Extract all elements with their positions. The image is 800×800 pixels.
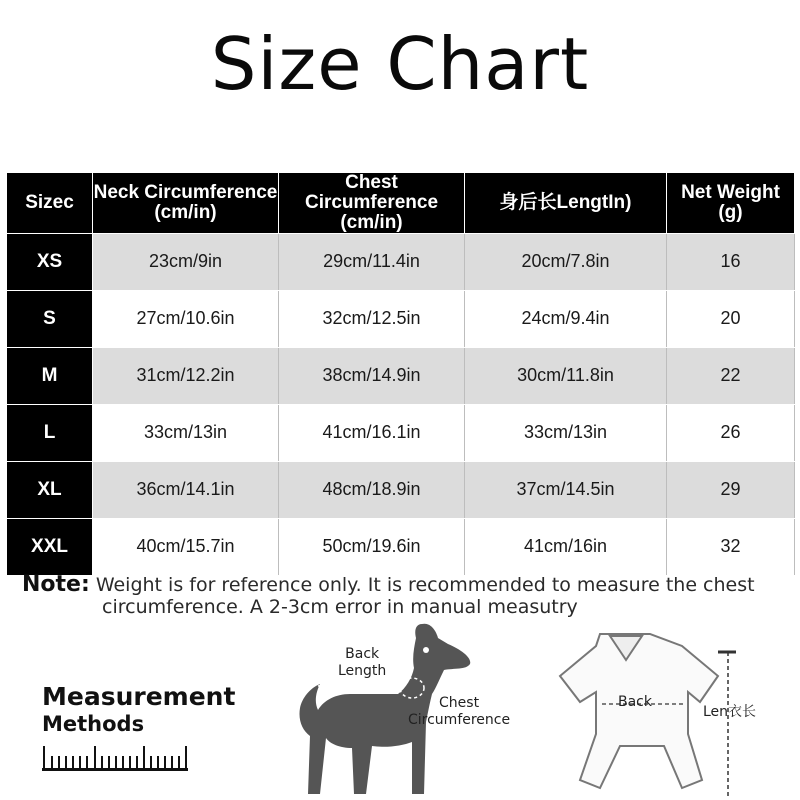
table-header-row <box>7 173 795 234</box>
table-row <box>7 347 795 404</box>
header-weight: Net Weight (g) <box>667 173 795 234</box>
header-neck: Neck Circumference (cm/in) <box>93 173 279 234</box>
back-length-label: Back Length <box>338 646 387 679</box>
length-cell: 30cm/11.8in <box>465 347 667 404</box>
measurement-title: Measurement <box>42 682 236 711</box>
chest-cell: 38cm/14.9in <box>279 347 465 404</box>
shirt-length-label: Len衣长 <box>703 704 757 720</box>
note-block <box>22 574 792 618</box>
header-chest: Chest Circumference (cm/in) <box>279 173 465 234</box>
note-line-2: circumference. A 2-3cm error in manual measutry <box>102 596 578 618</box>
weight-cell: 26 <box>667 404 795 461</box>
length-cell: 20cm/7.8in <box>465 233 667 290</box>
table-row <box>7 290 795 347</box>
size-cell: M <box>7 347 93 404</box>
neck-cell: 33cm/13in <box>93 404 279 461</box>
size-chart-table <box>6 172 795 576</box>
length-cell: 37cm/14.5in <box>465 461 667 518</box>
chest-cell: 32cm/12.5in <box>279 290 465 347</box>
size-cell: S <box>7 290 93 347</box>
neck-cell: 23cm/9in <box>93 233 279 290</box>
weight-cell: 29 <box>667 461 795 518</box>
size-cell: XS <box>7 233 93 290</box>
chest-circumference-label: Chest Circumference <box>408 695 511 728</box>
measurement-subtitle: Methods <box>42 712 145 736</box>
shirt-back-label: Back <box>618 694 652 710</box>
neck-cell: 36cm/14.1in <box>93 461 279 518</box>
chest-cell: 48cm/18.9in <box>279 461 465 518</box>
length-cell: 33cm/13in <box>465 404 667 461</box>
header-length: 身后长LengtIn) <box>465 173 667 234</box>
weight-cell: 22 <box>667 347 795 404</box>
table-row <box>7 404 795 461</box>
note-line-1: Weight is for reference only. It is recommended to measure the chest <box>95 574 755 596</box>
size-cell: XXL <box>7 518 93 575</box>
length-cell: 24cm/9.4in <box>465 290 667 347</box>
weight-cell: 16 <box>667 233 795 290</box>
table-row <box>7 461 795 518</box>
weight-cell: 32 <box>667 518 795 575</box>
neck-cell: 31cm/12.2in <box>93 347 279 404</box>
header-size: Sizec <box>7 173 93 234</box>
chest-cell: 29cm/11.4in <box>279 233 465 290</box>
neck-cell: 27cm/10.6in <box>93 290 279 347</box>
neck-cell: 40cm/15.7in <box>93 518 279 575</box>
weight-cell: 20 <box>667 290 795 347</box>
length-cell: 41cm/16in <box>465 518 667 575</box>
size-cell: XL <box>7 461 93 518</box>
page-title: Size Chart <box>210 22 590 106</box>
table-row <box>7 233 795 290</box>
table-row <box>7 518 795 575</box>
ruler-icon <box>42 742 188 776</box>
note-label: Note: <box>22 572 90 597</box>
chest-cell: 50cm/19.6in <box>279 518 465 575</box>
chest-cell: 41cm/16.1in <box>279 404 465 461</box>
size-cell: L <box>7 404 93 461</box>
